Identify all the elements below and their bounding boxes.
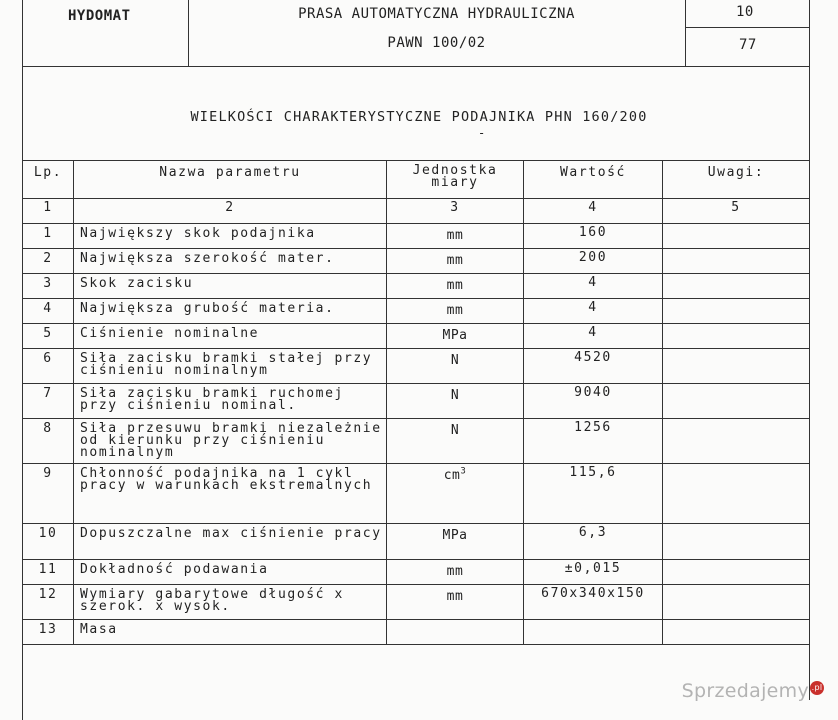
row-unit-text: MPa (442, 328, 468, 343)
row-unit (387, 299, 524, 324)
row-parameter-name: Siła zacisku bramki stałej przy ciśnieniu nominalnym (74, 349, 387, 384)
table-row (23, 419, 810, 464)
row-unit (387, 349, 524, 384)
header-value: Wartość (524, 161, 663, 199)
column-number: 4 (524, 199, 663, 224)
row-unit (387, 224, 524, 249)
table-row (23, 224, 810, 249)
row-value: 115,6 (524, 464, 663, 524)
row-lp: 4 (23, 299, 74, 324)
row-notes (663, 299, 810, 324)
table-row (23, 384, 810, 419)
row-notes (663, 419, 810, 464)
table-header-row (23, 161, 810, 199)
row-unit-text: mm (446, 278, 464, 293)
row-value: 6,3 (524, 524, 663, 560)
row-notes (663, 274, 810, 299)
row-unit-text: cm (443, 468, 461, 483)
header-box-divider (685, 27, 809, 28)
row-unit (387, 249, 524, 274)
row-unit-text: N (450, 423, 460, 438)
column-number: 3 (387, 199, 524, 224)
row-lp: 12 (23, 585, 74, 620)
row-parameter-name: Skok zacisku (74, 274, 387, 299)
table-row (23, 249, 810, 274)
row-notes (663, 324, 810, 349)
row-value: 4 (524, 299, 663, 324)
row-lp: 6 (23, 349, 74, 384)
row-unit (387, 464, 524, 524)
row-parameter-name: Chłonność podajnika na 1 cykl pracy w warunkach ekstremalnych (74, 464, 387, 524)
row-parameter-name: Siła zacisku bramki ruchomej przy ciśnieniu nominal. (74, 384, 387, 419)
row-parameter-name: Masa (74, 620, 387, 645)
row-lp: 8 (23, 419, 74, 464)
row-unit (387, 585, 524, 620)
row-value: 200 (524, 249, 663, 274)
row-parameter-name: Wymiary gabarytowe długość x szerok. x wysok. (74, 585, 387, 620)
table-row (23, 620, 810, 645)
row-lp: 3 (23, 274, 74, 299)
table-row (23, 585, 810, 620)
row-value: 4 (524, 274, 663, 299)
row-parameter-name: Największy skok podajnika (74, 224, 387, 249)
column-number: 2 (74, 199, 387, 224)
row-notes (663, 560, 810, 585)
watermark-badge: .pl (810, 681, 824, 695)
row-notes (663, 249, 810, 274)
row-lp: 11 (23, 560, 74, 585)
table-row (23, 299, 810, 324)
row-parameter-name: Siła przesuwu bramki niezależnie od kierunku przy ciśnieniu nominalnym (74, 419, 387, 464)
row-parameter-name: Ciśnienie nominalne (74, 324, 387, 349)
row-notes (663, 464, 810, 524)
row-parameter-name: Największa szerokość mater. (74, 249, 387, 274)
row-unit (387, 384, 524, 419)
row-notes (663, 224, 810, 249)
header-notes: Uwagi: (663, 161, 810, 199)
parameters-table (22, 160, 810, 645)
sheet-number: 10 (736, 4, 754, 20)
row-value: 4520 (524, 349, 663, 384)
column-number: 5 (663, 199, 810, 224)
header-title-line2: PAWN 100/02 (387, 35, 486, 51)
row-notes (663, 524, 810, 560)
row-value: 4 (524, 324, 663, 349)
row-lp: 10 (23, 524, 74, 560)
row-lp: 9 (23, 464, 74, 524)
company-name: HYDOMAT (68, 8, 131, 24)
row-lp: 7 (23, 384, 74, 419)
header-lp: Lp. (23, 161, 74, 199)
row-value: 670x340x150 (524, 585, 663, 620)
table-row (23, 324, 810, 349)
header-unit: Jednostka miary (387, 161, 524, 199)
row-parameter-name: Największa grubość materia. (74, 299, 387, 324)
row-value: 9040 (524, 384, 663, 419)
row-value: 1256 (524, 419, 663, 464)
row-notes (663, 585, 810, 620)
row-unit-text: N (450, 388, 460, 403)
row-unit-text: mm (446, 564, 464, 579)
row-unit (387, 620, 524, 645)
header-name: Nazwa parametru (74, 161, 387, 199)
row-lp: 1 (23, 224, 74, 249)
row-unit (387, 560, 524, 585)
row-unit-exponent: 3 (460, 466, 467, 477)
row-unit (387, 524, 524, 560)
column-number: 1 (23, 199, 74, 224)
page-number: 77 (739, 37, 757, 53)
column-number-row (23, 199, 810, 224)
table-row (23, 524, 810, 560)
row-parameter-name: Dokładność podawania (74, 560, 387, 585)
table-row (23, 464, 810, 524)
row-unit-text: N (450, 353, 460, 368)
row-notes (663, 384, 810, 419)
header-bottom-line (22, 66, 809, 67)
table-row (23, 349, 810, 384)
row-lp: 2 (23, 249, 74, 274)
row-unit-text: mm (446, 303, 464, 318)
row-unit-text: MPa (442, 528, 468, 543)
table-row (23, 560, 810, 585)
row-unit (387, 324, 524, 349)
row-value (524, 620, 663, 645)
row-notes (663, 620, 810, 645)
title-mark: - (478, 126, 486, 140)
row-unit-text: mm (446, 253, 464, 268)
watermark-text: Sprzedajemy (681, 680, 809, 702)
row-parameter-name: Dopuszczalne max ciśnienie pracy (74, 524, 387, 560)
watermark (682, 680, 824, 702)
row-lp: 13 (23, 620, 74, 645)
row-unit (387, 419, 524, 464)
header-title-line1: PRASA AUTOMATYCZNA HYDRAULICZNA (298, 6, 575, 22)
row-unit-text: mm (446, 589, 464, 604)
table-row (23, 274, 810, 299)
row-notes (663, 349, 810, 384)
row-unit (387, 274, 524, 299)
row-value: 160 (524, 224, 663, 249)
header-divider-2 (685, 0, 686, 66)
row-value: ±0,015 (524, 560, 663, 585)
row-unit-text: mm (446, 228, 464, 243)
row-lp: 5 (23, 324, 74, 349)
document-title: WIELKOŚCI CHARAKTERYSTYCZNE PODAJNIKA PHN 160/200 (190, 109, 648, 125)
